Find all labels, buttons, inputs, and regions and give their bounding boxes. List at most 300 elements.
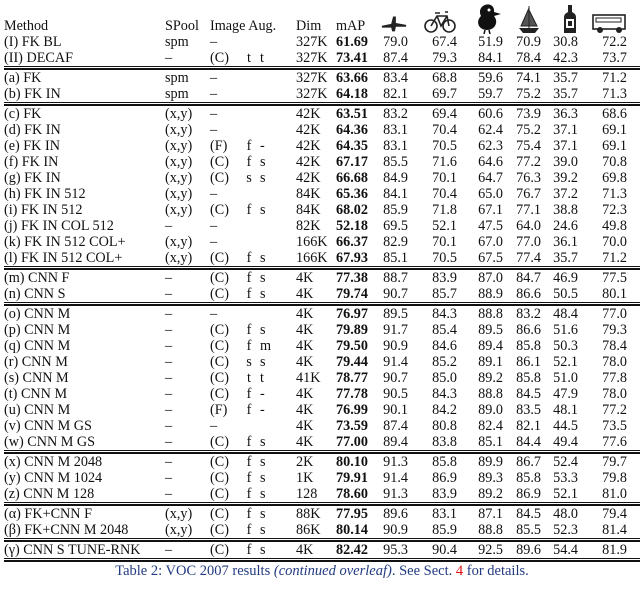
cell-map: 80.10 (336, 454, 368, 470)
cell-aug-crop: (C) (210, 170, 229, 186)
cell-spool: – (165, 470, 173, 486)
table-row (4, 418, 640, 434)
cell-ap-bird: 51.9 (478, 34, 503, 50)
cell-aug-crop: (F) (210, 402, 228, 418)
cell-method: (g) FK IN (4, 170, 61, 186)
cell-ap-bottle: 52.4 (553, 454, 578, 470)
cell-spool: – (165, 386, 173, 402)
cell-aug-crop: – (210, 34, 218, 50)
section-link[interactable]: 4 (455, 563, 464, 579)
cell-ap-airplane: 89.6 (383, 506, 408, 522)
cell-ap-bottle: 51.6 (553, 322, 578, 338)
cell-map: 61.69 (336, 34, 368, 50)
cell-ap-bottle: 52.1 (553, 486, 578, 502)
cell-spool: – (165, 218, 173, 234)
cell-aug-test: s (260, 522, 266, 538)
cell-map: 76.99 (336, 402, 368, 418)
cell-ap-bottle: 35.7 (553, 250, 578, 266)
cell-ap-airplane: 82.1 (383, 86, 408, 102)
cell-aug-train (240, 234, 258, 250)
cell-dim: 4K (296, 306, 314, 322)
cell-map: 76.97 (336, 306, 368, 322)
cell-aug-test: m (260, 338, 272, 354)
cell-ap-bicycle: 85.0 (432, 370, 457, 386)
cell-ap-bottle: 39.0 (553, 154, 578, 170)
table-row (4, 370, 640, 386)
cell-aug-crop: – (210, 218, 218, 234)
cell-aug-test: s (260, 454, 266, 470)
table-row (4, 250, 640, 266)
cell-dim: 128 (296, 486, 318, 502)
cell-method: (l) FK IN 512 COL+ (4, 250, 123, 266)
cell-ap-bicycle: 86.9 (432, 470, 457, 486)
table-row (4, 202, 640, 218)
cell-ap-bus: 77.6 (602, 434, 627, 450)
cell-ap-bicycle: 70.4 (432, 122, 457, 138)
cell-ap-bus: 78.4 (602, 338, 627, 354)
cell-aug-train: f (246, 522, 252, 538)
cell-spool: (x,y) (165, 250, 193, 266)
cell-ap-boat: 77.4 (516, 250, 541, 266)
cell-ap-boat: 70.9 (516, 34, 541, 50)
cell-ap-airplane: 91.4 (383, 354, 408, 370)
cell-dim: 166K (296, 250, 328, 266)
cell-ap-bus: 71.3 (602, 86, 627, 102)
cell-ap-boat: 83.2 (516, 306, 541, 322)
cell-aug-crop: (C) (210, 454, 229, 470)
cell-aug-crop: (C) (210, 202, 229, 218)
cell-ap-airplane: 83.1 (383, 138, 408, 154)
cell-method: (v) CNN M GS (4, 418, 92, 434)
cell-aug-crop: (C) (210, 386, 229, 402)
cell-ap-boat: 85.5 (516, 522, 541, 538)
cell-ap-bus: 70.8 (602, 154, 627, 170)
cell-ap-airplane: 79.0 (383, 34, 408, 50)
cell-map: 77.00 (336, 434, 368, 450)
cell-ap-bottle: 50.5 (553, 286, 578, 302)
cell-spool: – (165, 402, 173, 418)
cell-ap-bus: 68.6 (602, 106, 627, 122)
cell-ap-bottle: 52.1 (553, 354, 578, 370)
cell-ap-bus: 79.4 (602, 506, 627, 522)
cell-ap-boat: 84.4 (516, 434, 541, 450)
cell-spool: – (165, 306, 173, 322)
cell-ap-bicycle: 84.6 (432, 338, 457, 354)
table-row (4, 386, 640, 402)
cell-method: (β) FK+CNN M 2048 (4, 522, 129, 538)
cell-ap-bird: 89.2 (478, 370, 503, 386)
cell-spool: – (165, 50, 173, 66)
cell-ap-airplane: 82.9 (383, 234, 408, 250)
cell-ap-boat: 76.7 (516, 186, 541, 202)
cell-ap-bicycle: 83.9 (432, 270, 457, 286)
cell-method: (b) FK IN (4, 86, 61, 102)
cell-ap-airplane: 91.3 (383, 486, 408, 502)
cell-ap-bottle: 48.4 (553, 306, 578, 322)
header-dim: Dim (296, 18, 322, 34)
boat-icon (503, 0, 541, 34)
cell-method: (s) CNN M (4, 370, 69, 386)
airplane-icon (380, 0, 408, 34)
cell-method: (f) FK IN (4, 154, 59, 170)
cell-ap-boat: 86.6 (516, 286, 541, 302)
cell-aug-test (258, 186, 296, 202)
cell-ap-airplane: 83.2 (383, 106, 408, 122)
cell-method: (e) FK IN (4, 138, 60, 154)
table-row (4, 286, 640, 302)
cell-map: 80.14 (336, 522, 368, 538)
caption-prefix: Table 2: VOC 2007 results (115, 563, 274, 579)
cell-ap-airplane: 90.1 (383, 402, 408, 418)
cell-dim: 4K (296, 286, 314, 302)
cell-ap-bird: 88.8 (478, 386, 503, 402)
cell-ap-bird: 67.0 (478, 234, 503, 250)
cell-aug-train: f (246, 454, 252, 470)
cell-dim: 4K (296, 542, 314, 558)
cell-method: (t) CNN M (4, 386, 68, 402)
cell-ap-airplane: 85.9 (383, 202, 408, 218)
header-method: Method (4, 18, 49, 34)
cell-ap-bicycle: 83.9 (432, 486, 457, 502)
cell-aug-crop: (C) (210, 486, 229, 502)
cell-spool: spm (165, 70, 189, 86)
cell-ap-bottle: 51.0 (553, 370, 578, 386)
table-body (4, 34, 640, 562)
cell-ap-bird: 84.1 (478, 50, 503, 66)
cell-ap-bus: 72.2 (602, 34, 627, 50)
cell-map: 77.38 (336, 270, 368, 286)
cell-aug-train: s (246, 354, 252, 370)
cell-ap-airplane: 91.3 (383, 454, 408, 470)
cell-ap-bottle: 35.7 (553, 70, 578, 86)
cell-ap-bus: 49.8 (602, 218, 627, 234)
cell-ap-bicycle: 90.4 (432, 542, 457, 558)
cell-ap-bus: 80.1 (602, 286, 627, 302)
table-row (4, 354, 640, 370)
cell-map: 52.18 (336, 218, 368, 234)
cell-aug-train: f (246, 486, 252, 502)
cell-ap-bicycle: 71.6 (432, 154, 457, 170)
cell-method: (q) CNN M (4, 338, 71, 354)
cell-method: (x) CNN M 2048 (4, 454, 103, 470)
cell-method: (c) FK (4, 106, 42, 122)
cell-ap-bottle: 37.2 (553, 186, 578, 202)
caption-suffix: for details. (463, 563, 529, 579)
cell-ap-airplane: 85.5 (383, 154, 408, 170)
cell-aug-test: s (260, 322, 266, 338)
cell-ap-bird: 65.0 (478, 186, 503, 202)
cell-ap-bird: 59.7 (478, 86, 503, 102)
cell-aug-test: - (260, 386, 265, 402)
cell-spool: – (165, 434, 173, 450)
cell-ap-bicycle: 69.7 (432, 86, 457, 102)
cell-ap-boat: 86.1 (516, 354, 541, 370)
cell-method: (n) CNN S (4, 286, 66, 302)
cell-dim: 42K (296, 106, 321, 122)
cell-aug-crop: – (210, 86, 218, 102)
table-row (4, 542, 640, 558)
cell-map: 79.91 (336, 470, 368, 486)
cell-aug-crop: – (210, 186, 218, 202)
cell-spool: – (165, 418, 173, 434)
cell-spool: – (165, 338, 173, 354)
cell-aug-test (258, 306, 296, 322)
cell-ap-airplane: 90.7 (383, 286, 408, 302)
cell-aug-train: f (246, 338, 252, 354)
cell-aug-train: f (246, 322, 252, 338)
cell-aug-train: f (246, 270, 252, 286)
cell-ap-boat: 73.9 (516, 106, 541, 122)
cell-ap-bird: 87.1 (478, 506, 503, 522)
cell-ap-boat: 84.5 (516, 506, 541, 522)
cell-spool: – (165, 370, 173, 386)
cell-ap-airplane: 95.3 (383, 542, 408, 558)
bicycle-icon (408, 0, 457, 34)
cell-ap-bottle: 37.1 (553, 138, 578, 154)
table-row (4, 522, 640, 538)
cell-map: 78.77 (336, 370, 368, 386)
cell-ap-bicycle: 69.4 (432, 106, 457, 122)
cell-aug-test: s (260, 434, 266, 450)
cell-dim: 4K (296, 386, 314, 402)
cell-ap-bus: 71.2 (602, 250, 627, 266)
cell-map: 73.41 (336, 50, 368, 66)
cell-ap-boat: 77.1 (516, 202, 541, 218)
cell-spool: (x,y) (165, 106, 193, 122)
cell-ap-bicycle: 67.4 (432, 34, 457, 50)
table-row (4, 218, 640, 234)
cell-ap-bird: 82.4 (478, 418, 503, 434)
cell-spool: (x,y) (165, 138, 193, 154)
cell-dim: 41K (296, 370, 321, 386)
cell-spool: (x,y) (165, 522, 193, 538)
cell-aug-test: - (260, 402, 265, 418)
cell-aug-train: f (246, 138, 252, 154)
table-row (4, 322, 640, 338)
cell-ap-bus: 81.9 (602, 542, 627, 558)
cell-aug-test (258, 234, 296, 250)
cell-ap-bicycle: 52.1 (432, 218, 457, 234)
cell-ap-bottle: 38.8 (553, 202, 578, 218)
cell-ap-bicycle: 85.7 (432, 286, 457, 302)
cell-ap-bus: 79.7 (602, 454, 627, 470)
table-row (4, 186, 640, 202)
cell-dim: 42K (296, 122, 321, 138)
cell-spool: spm (165, 34, 189, 50)
cell-ap-airplane: 83.4 (383, 70, 408, 86)
cell-aug-train: f (246, 386, 252, 402)
cell-aug-test: s (260, 354, 266, 370)
cell-ap-bus: 71.3 (602, 186, 627, 202)
cell-ap-bird: 92.5 (478, 542, 503, 558)
cell-ap-boat: 76.3 (516, 170, 541, 186)
cell-ap-bus: 79.3 (602, 322, 627, 338)
cell-ap-bicycle: 85.9 (432, 522, 457, 538)
cell-ap-bicycle: 85.2 (432, 354, 457, 370)
cell-method: (i) FK IN 512 (4, 202, 83, 218)
cell-ap-bird: 87.0 (478, 270, 503, 286)
cell-ap-bicycle: 84.3 (432, 306, 457, 322)
table-row (4, 170, 640, 186)
cell-aug-crop: (C) (210, 542, 229, 558)
cell-ap-bird: 88.8 (478, 306, 503, 322)
cell-ap-bottle: 48.1 (553, 402, 578, 418)
caption-italic: (continued overleaf) (273, 563, 392, 579)
cell-aug-train: s (246, 170, 252, 186)
cell-map: 63.51 (336, 106, 368, 122)
cell-aug-test: - (260, 138, 265, 154)
cell-ap-bottle: 48.0 (553, 506, 578, 522)
cell-ap-bus: 69.1 (602, 138, 627, 154)
cell-ap-airplane: 89.4 (383, 434, 408, 450)
cell-method: (o) CNN M (4, 306, 71, 322)
cell-ap-bus: 78.0 (602, 354, 627, 370)
cell-aug-train: f (246, 542, 252, 558)
cell-spool: (x,y) (165, 170, 193, 186)
cell-ap-bottle: 54.4 (553, 542, 578, 558)
cell-aug-crop: (C) (210, 506, 229, 522)
cell-method: (u) CNN M (4, 402, 71, 418)
cell-spool: (x,y) (165, 122, 193, 138)
cell-ap-bottle: 39.2 (553, 170, 578, 186)
cell-ap-boat: 75.2 (516, 86, 541, 102)
cell-ap-bird: 47.5 (478, 218, 503, 234)
cell-aug-test: s (260, 170, 266, 186)
cell-ap-bicycle: 83.8 (432, 434, 457, 450)
cell-ap-bicycle: 70.5 (432, 138, 457, 154)
cell-ap-bicycle: 80.8 (432, 418, 457, 434)
table-caption (4, 563, 640, 580)
cell-aug-train: f (246, 402, 252, 418)
cell-ap-bottle: 35.7 (553, 86, 578, 102)
cell-ap-bottle: 30.8 (553, 34, 578, 50)
cell-ap-bus: 77.8 (602, 370, 627, 386)
table-header (4, 0, 640, 34)
cell-dim: 4K (296, 354, 314, 370)
cell-method: (m) CNN F (4, 270, 70, 286)
cell-ap-airplane: 91.7 (383, 322, 408, 338)
cell-spool: – (165, 286, 173, 302)
table-row (4, 138, 640, 154)
cell-ap-airplane: 90.5 (383, 386, 408, 402)
cell-aug-test (258, 34, 296, 50)
cell-ap-airplane: 88.7 (383, 270, 408, 286)
cell-aug-crop: (C) (210, 434, 229, 450)
cell-ap-boat: 64.0 (516, 218, 541, 234)
cell-ap-bird: 89.5 (478, 322, 503, 338)
cell-aug-train: f (246, 470, 252, 486)
cell-ap-bus: 73.7 (602, 50, 627, 66)
cell-map: 77.95 (336, 506, 368, 522)
table-row (4, 402, 640, 418)
cell-ap-bicycle: 71.8 (432, 202, 457, 218)
cell-aug-test: t (260, 50, 264, 66)
cell-ap-airplane: 90.9 (383, 338, 408, 354)
cell-ap-boat: 77.0 (516, 234, 541, 250)
cell-aug-train (240, 106, 258, 122)
cell-spool: – (165, 542, 173, 558)
cell-aug-train: f (246, 250, 252, 266)
cell-spool: – (165, 270, 173, 286)
cell-method: (h) FK IN 512 (4, 186, 86, 202)
cell-ap-boat: 82.1 (516, 418, 541, 434)
cell-ap-bus: 72.3 (602, 202, 627, 218)
cell-map: 79.50 (336, 338, 368, 354)
cell-ap-airplane: 89.5 (383, 306, 408, 322)
cell-map: 73.59 (336, 418, 368, 434)
cell-method: (I) FK BL (4, 34, 62, 50)
cell-aug-test: t (260, 370, 264, 386)
cell-ap-airplane: 91.4 (383, 470, 408, 486)
cell-ap-bicycle: 79.3 (432, 50, 457, 66)
cell-map: 66.37 (336, 234, 368, 250)
cell-ap-bird: 89.0 (478, 402, 503, 418)
cell-ap-bicycle: 84.2 (432, 402, 457, 418)
cell-method: (a) FK (4, 70, 42, 86)
header-spool: SPool (165, 18, 199, 34)
cell-dim: 166K (296, 234, 328, 250)
cell-ap-bicycle: 70.5 (432, 250, 457, 266)
cell-aug-test: s (260, 270, 266, 286)
cell-ap-bottle: 37.1 (553, 122, 578, 138)
table-row (4, 70, 640, 86)
cell-aug-train: f (246, 154, 252, 170)
cell-method: (γ) CNN S TUNE-RNK (4, 542, 141, 558)
cell-map: 66.68 (336, 170, 368, 186)
cell-ap-airplane: 90.7 (383, 370, 408, 386)
cell-ap-bicycle: 70.4 (432, 186, 457, 202)
table-row (4, 470, 640, 486)
cell-dim: 1K (296, 470, 314, 486)
cell-aug-test: s (260, 202, 266, 218)
table-row (4, 434, 640, 450)
cell-ap-bicycle: 70.1 (432, 170, 457, 186)
cell-aug-crop: (C) (210, 470, 229, 486)
cell-map: 78.60 (336, 486, 368, 502)
cell-aug-test (258, 86, 296, 102)
cell-aug-train (240, 34, 258, 50)
cell-aug-train (240, 186, 258, 202)
cell-aug-crop: (C) (210, 370, 229, 386)
cell-ap-airplane: 84.1 (383, 186, 408, 202)
cell-ap-bottle: 50.3 (553, 338, 578, 354)
cell-map: 65.36 (336, 186, 368, 202)
cell-ap-bus: 79.8 (602, 470, 627, 486)
cell-aug-train (240, 86, 258, 102)
cell-map: 67.17 (336, 154, 368, 170)
cell-dim: 4K (296, 402, 314, 418)
header-map: mAP (336, 18, 366, 34)
cell-spool: – (165, 322, 173, 338)
cell-dim: 327K (296, 86, 328, 102)
cell-ap-boat: 86.7 (516, 454, 541, 470)
cell-method: (j) FK IN COL 512 (4, 218, 114, 234)
cell-aug-crop: – (210, 306, 218, 322)
cell-spool: (x,y) (165, 506, 193, 522)
cell-method: (z) CNN M 128 (4, 486, 95, 502)
cell-aug-test: s (260, 470, 266, 486)
cell-dim: 86K (296, 522, 321, 538)
cell-ap-airplane: 87.4 (383, 418, 408, 434)
cell-aug-crop: (C) (210, 322, 229, 338)
cell-dim: 327K (296, 34, 328, 50)
cell-spool: – (165, 354, 173, 370)
bird-icon (457, 0, 503, 34)
cell-dim: 84K (296, 186, 321, 202)
cell-aug-train: f (246, 202, 252, 218)
cell-ap-boat: 75.4 (516, 138, 541, 154)
cell-map: 64.18 (336, 86, 368, 102)
